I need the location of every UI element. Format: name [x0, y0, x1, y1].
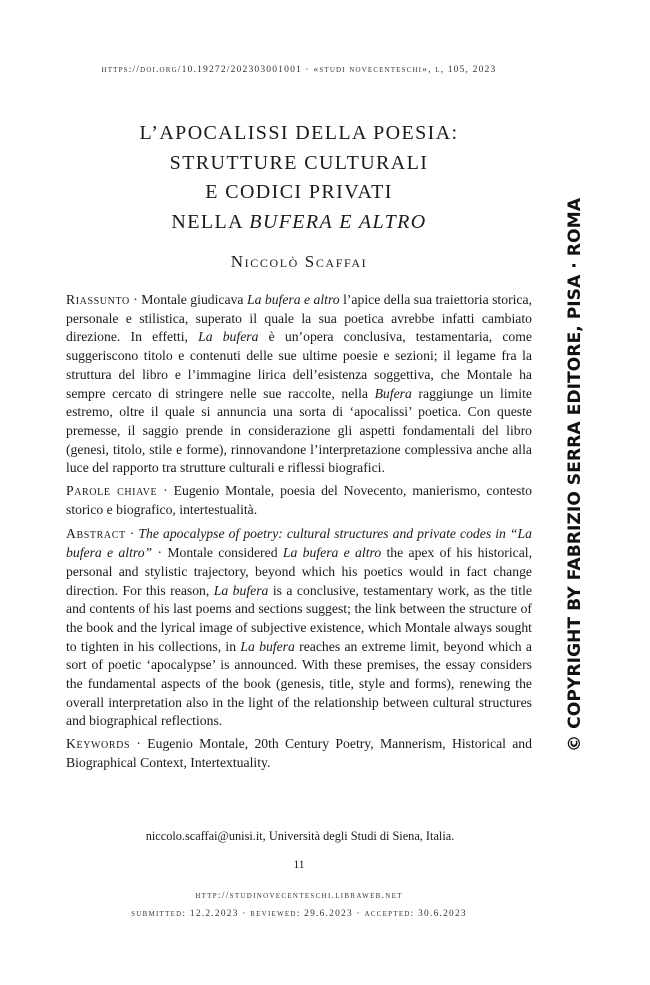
abstract-text-4: reaches an extreme limit, beyond which a sort of poetic ‘apocalypse’ is announced. With these premises, the essay considers the fundamental aspects of the book (genesis, title, style and forms), renewing the overall interpretation also in the light of the relationship between cultural structures and biographical reflections.	[66, 638, 532, 729]
title-italic-work: BUFERA E ALTRO	[249, 210, 427, 233]
riassunto-italic-3: Bufera	[374, 385, 412, 401]
parole-chiave-text: Eugenio Montale, poesia del Novecento, manierismo, contesto storico e biografico, intertestualità.	[66, 483, 532, 517]
riassunto-label: Riassunto	[66, 292, 130, 307]
article-title-line-3: E CODICI PRIVATI	[205, 181, 393, 203]
copyright-text: © COPYRIGHT BY FABRIZIO SERRA EDITORE, PISA · ROMA	[565, 203, 585, 752]
article-title-line-1: L’APOCALISSI DELLA POESIA:	[139, 122, 459, 144]
article-title-line-2: STRUTTURE CULTURALI	[169, 151, 429, 174]
keywords-paragraph	[66, 735, 532, 772]
keywords-label: Keywords	[66, 736, 131, 752]
copyright-notice-svg	[560, 198, 588, 752]
abstract-separator: ·	[125, 526, 139, 542]
title-prefix: NELLA	[171, 210, 250, 233]
keywords-separator: ·	[130, 736, 148, 752]
abstract-text-1: Montale considered	[167, 545, 283, 561]
author-affiliation: niccolo.scaffai@unisi.it, Università degli Studi di Siena, Italia.	[145, 829, 455, 843]
riassunto-text-3: è un’opera conclusiva, testamentaria, come suggeriscono titolo e contenuti delle sue ultime poesie e sezioni; il legame fra la struttura del libro e l’immagine lirica dell’esistenza soggettiva, che Montale ha sempre cercato di stringere nelle sue raccolte, nella	[66, 329, 532, 401]
riassunto-italic-2: La bufera	[198, 329, 259, 345]
riassunto-separator: ·	[129, 292, 142, 307]
riassunto-italic-1: La bufera e altro	[246, 292, 340, 307]
parole-chiave-paragraph	[66, 482, 532, 519]
riassunto-paragraph	[66, 291, 532, 478]
submission-dates: submitted: 12.2.2023 · reviewed: 29.6.2023 · accepted: 30.6.2023	[131, 909, 467, 919]
article-title-line-4	[66, 208, 532, 238]
abstract-text-3: is a conclusive, testamentary work, as the title and contents of his last poems and sections suggest; the link between the structure of the book and the lyrical image of subjective existence, which Montale always sought to tighten in his collections, in	[66, 582, 532, 654]
riassunto-text-2: l’apice della sua traiettoria storica, personale e stilistica, superato il quale la sua poetica avrebbe infatti cambiato direzione. In effetti,	[66, 292, 532, 345]
parole-chiave-separator: ·	[157, 483, 174, 499]
abstract-label: Abstract	[66, 526, 126, 542]
abstract-italic-3: La bufera	[240, 638, 295, 654]
parole-chiave-label: Parole chiave	[66, 483, 158, 499]
riassunto-text-1: Montale giudicava	[141, 292, 247, 307]
keywords-text: Eugenio Montale, 20th Century Poetry, Mannerism, Historical and Biographical Context, Intertextuality.	[66, 736, 532, 770]
abstract-section	[66, 291, 532, 777]
riassunto-text-4: raggiunge un limite estremo, oltre il quale si annuncia una sorta di ‘apocalissi’ poetica. Con queste premesse, il saggio prende in considerazione gli aspetti fondamentali del libro (genesi, titolo, stile e forme), rinnovandone l’interpretazione complessiva anche alla luce del rapporto tra strutture culturali e riflessi biografici.	[66, 385, 532, 476]
abstract-italic-1: La bufera e altro	[282, 545, 382, 561]
running-head: https://doi.org/10.19272/202303001001 · «studi novecenteschi», l, 105, 2023	[101, 64, 497, 75]
abstract-separator-2: ·	[152, 545, 168, 561]
abstract-italic-2: La bufera	[213, 582, 269, 598]
article-title-block	[66, 119, 532, 272]
abstract-paragraph	[66, 525, 532, 731]
journal-url: http://studinovecenteschi.libraweb.net	[195, 891, 403, 901]
copyright-notice-vertical	[560, 198, 588, 752]
page-number: 11	[293, 859, 305, 871]
abstract-english-title: The apocalypse of poetry: cultural structures and private codes in “La bufera e altro”	[66, 526, 533, 561]
abstract-text-2: the apex of his historical, personal and stylistic trajectory, beyond which his poetics would in fact change direction. For this reason,	[66, 545, 532, 598]
author-name: Niccolò Scaffai	[230, 252, 368, 271]
